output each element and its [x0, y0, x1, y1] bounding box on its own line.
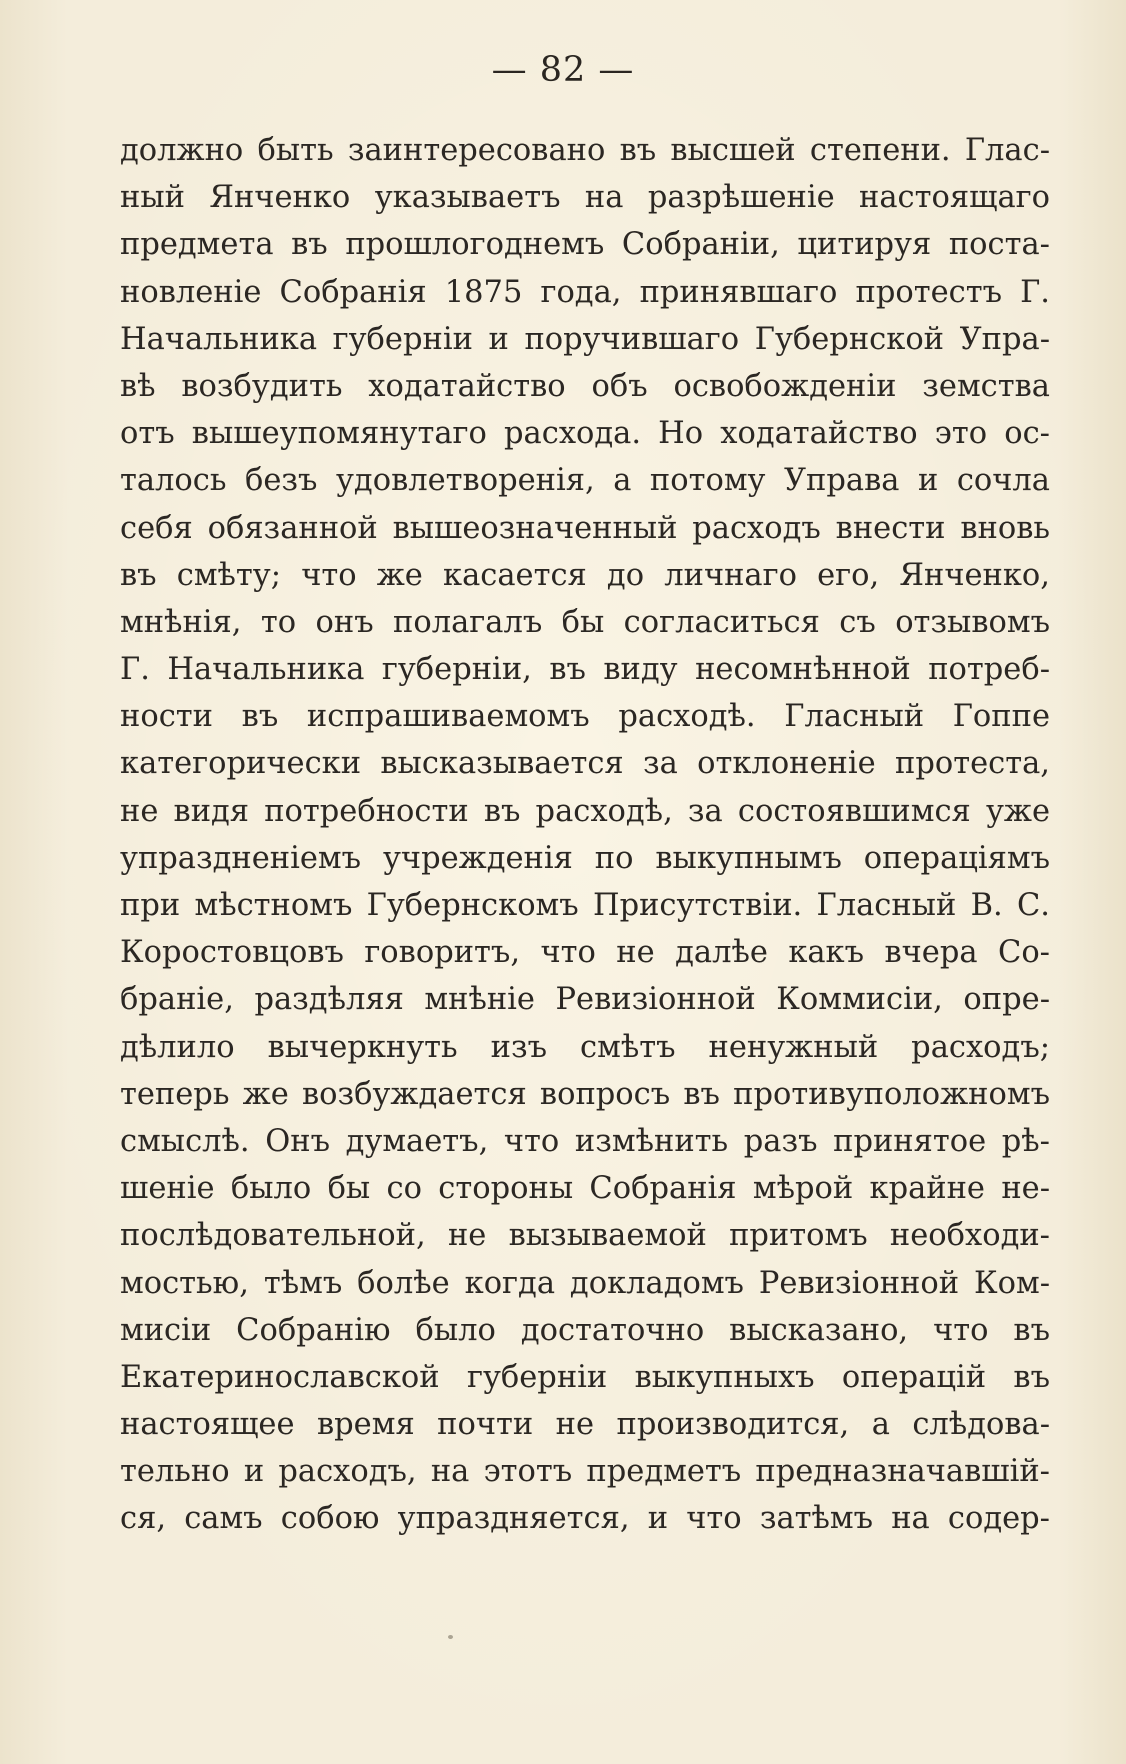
text-line: Г. Начальника губерніи, въ виду несомнѣнной потреб- — [120, 652, 1050, 688]
text-line: мнѣнія, то онъ полагалъ бы согласиться съ отзывомъ — [120, 604, 1050, 640]
text-line: категорически высказывается за отклоненіе протеста, — [120, 746, 1050, 782]
text-line: Начальника губерніи и поручившаго Губернской Упра- — [120, 321, 1050, 357]
text-line: должно быть заинтересовано въ высшей степени. Глас- — [120, 133, 1050, 168]
text-line: браніе, раздѣляя мнѣніе Ревизіонной Коммисіи, опре- — [120, 982, 1050, 1018]
text-line: Коростовцовъ говоритъ, что не далѣе какъ вчера Со- — [120, 935, 1050, 971]
text-line: себя обязанной вышеозначенный расходъ внести вновь — [120, 510, 1050, 546]
text-line: Екатеринославской губерніи выкупныхъ операцій въ — [120, 1359, 1050, 1395]
text-line: новленіе Собранія 1875 года, принявшаго протестъ Г. — [120, 274, 1050, 310]
text-line: шеніе было бы со стороны Собранія мѣрой крайне не- — [120, 1171, 1050, 1207]
body-text — [120, 127, 1050, 1543]
text-line: не видя потребности въ расходѣ, за состоявшимся уже — [120, 793, 1050, 829]
text-line: предмета въ прошлогоднемъ Собраніи, цитируя поста- — [120, 227, 1050, 263]
ink-speck — [448, 1635, 453, 1639]
text-line: смыслѣ. Онъ думаетъ, что измѣнить разъ принятое рѣ- — [120, 1123, 1050, 1159]
text-line: мостью, тѣмъ болѣе когда докладомъ Ревизіонной Ком- — [120, 1265, 1050, 1301]
text-line: послѣдовательной, не вызываемой притомъ необходи- — [120, 1218, 1050, 1254]
text-line: дѣлило вычеркнуть изъ смѣтъ ненужный расходъ; — [120, 1029, 1050, 1065]
page-number: — 82 — — [491, 50, 635, 90]
text-line: талось безъ удовлетворенія, а потому Управа и сочла — [120, 463, 1050, 499]
text-line: упраздненіемъ учрежденія по выкупнымъ операціямъ — [120, 840, 1050, 876]
text-line: ся, самъ собою упраздняется, и что затѣмъ на содер- — [120, 1501, 1050, 1537]
text-line: ности въ испрашиваемомъ расходѣ. Гласный Гоппе — [120, 699, 1050, 735]
text-line: мисіи Собранію было достаточно высказано, что въ — [120, 1312, 1050, 1348]
text-line: отъ вышеупомянутаго расхода. Но ходатайство это ос- — [120, 416, 1050, 452]
text-line: тельно и расходъ, на этотъ предметъ предназначавшій- — [120, 1454, 1050, 1490]
text-line: при мѣстномъ Губернскомъ Присутствіи. Гласный В. С. — [120, 888, 1050, 923]
text-line: ный Янченко указываетъ на разрѣшеніе настоящаго — [120, 180, 1050, 216]
text-line: настоящее время почти не производится, а слѣдова- — [120, 1407, 1050, 1443]
text-line: теперь же возбуждается вопросъ въ противуположномъ — [120, 1076, 1050, 1112]
text-line: вѣ возбудить ходатайство объ освобожденіи земства — [120, 368, 1050, 404]
text-line: въ смѣту; что же касается до личнаго его, Янченко, — [120, 557, 1050, 593]
